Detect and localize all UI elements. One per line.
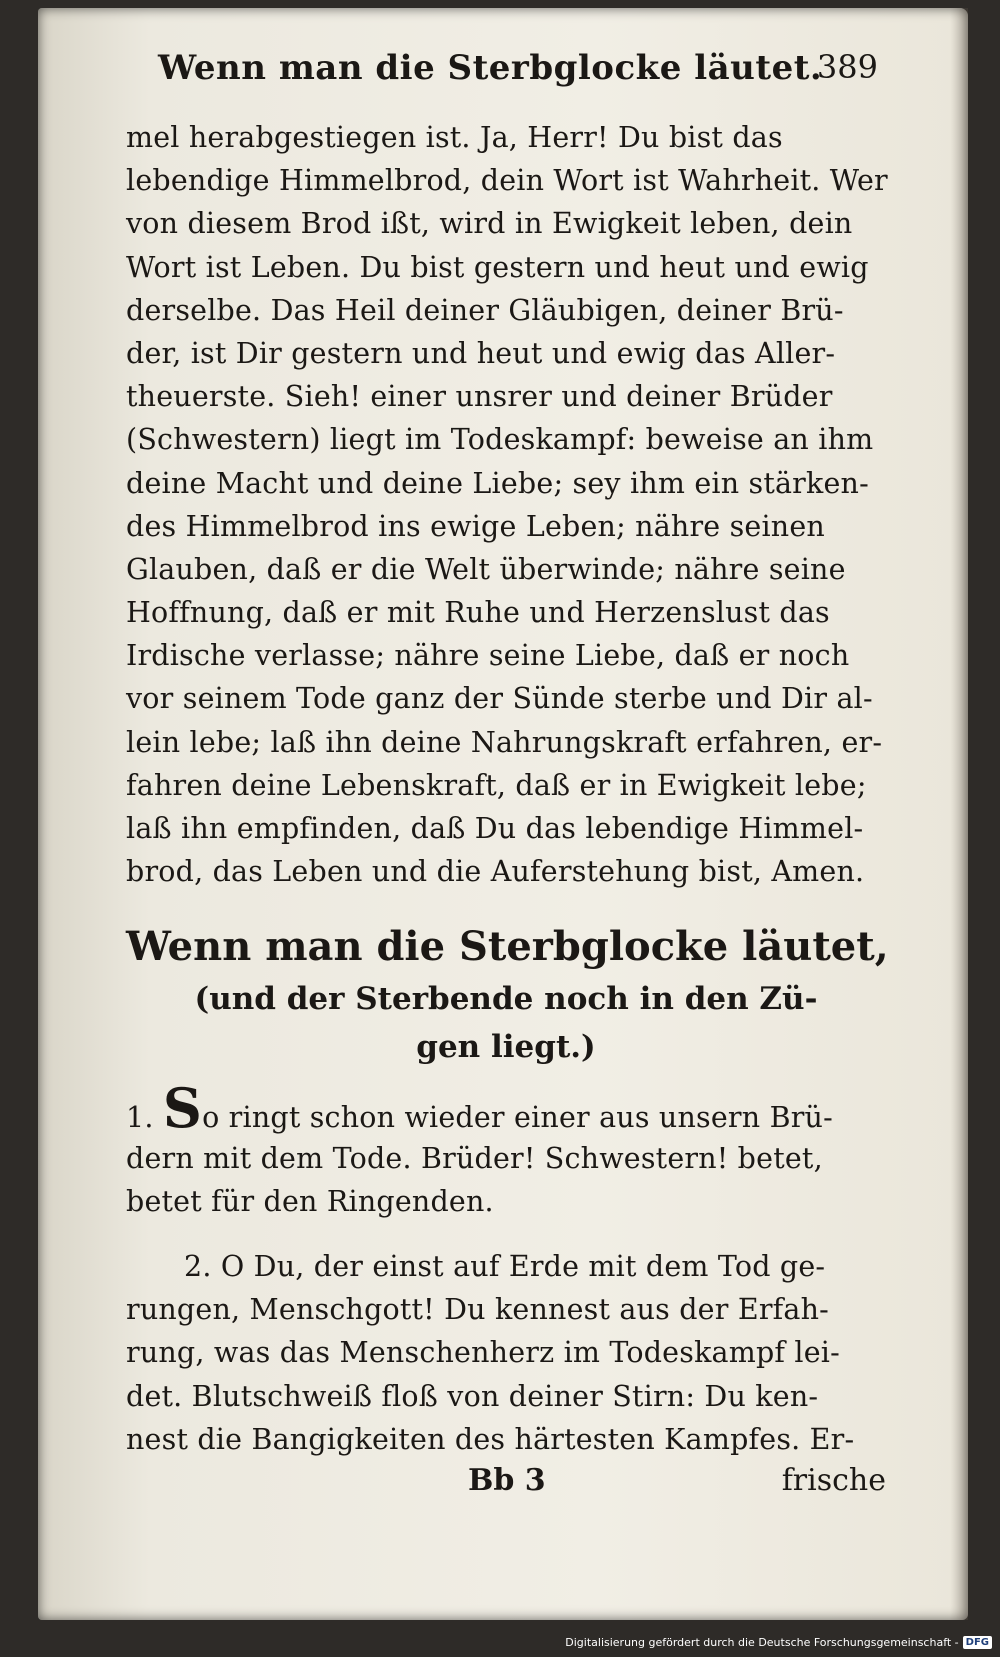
- text-line: nest die Bangigkeiten des härtesten Kampfes. Er-: [126, 1422, 855, 1456]
- text-line: des Himmelbrod ins ewige Leben; nähre seinen: [126, 509, 825, 543]
- text-line: der, ist Dir gestern und heut und ewig das Aller-: [126, 336, 836, 370]
- dfg-logo: DFG: [963, 1636, 992, 1649]
- page-text: [126, 44, 889, 1511]
- text-line: rungen, Menschgott! Du kennest aus der Erfah-: [126, 1293, 829, 1327]
- stanza-2: [126, 1245, 886, 1461]
- text-line: Hoffnung, daß er mit Ruhe und Herzenslust das: [126, 596, 830, 630]
- stanza-1: [126, 1076, 886, 1223]
- stanza-number: 1.: [126, 1101, 154, 1135]
- running-head: Wenn man die Sterbglocke läutet.: [158, 48, 823, 88]
- text-line: det. Blutschweiß floß von deiner Stirn: Du ken-: [126, 1379, 819, 1413]
- text-line: lebendige Himmelbrod, dein Wort ist Wahrheit. Wer: [126, 164, 888, 198]
- stanza-line-rest: o ringt schon wieder einer aus unsern Brü-: [202, 1101, 833, 1135]
- text-line: Irdische verlasse; nähre seine Liebe, daß er noch: [126, 639, 850, 673]
- text-line: lein lebe; laß ihn deine Nahrungskraft erfahren, er-: [126, 725, 883, 759]
- text-line: von diesem Brod ißt, wird in Ewigkeit leben, dein: [126, 207, 853, 241]
- credit-text: Digitalisierung gefördert durch die Deutsche Forschungsgemeinschaft -: [565, 1635, 959, 1649]
- page-number: 389: [816, 48, 878, 86]
- text-line: theuerste. Sieh! einer unsrer und deiner Brüder: [126, 380, 833, 414]
- signature-mark: Bb 3: [468, 1462, 546, 1498]
- text-line: Wort ist Leben. Du bist gestern und heut und ewig: [126, 250, 869, 284]
- prayer-paragraph: [126, 116, 886, 893]
- text-line: (Schwestern) liegt im Todeskampf: beweise an ihm: [126, 423, 874, 457]
- section-subtitle-line-1: (und der Sterbende noch in den Zü-: [194, 981, 818, 1018]
- stanza-first-line: [126, 1076, 886, 1141]
- text-line: deine Macht und deine Liebe; sey ihm ein stärken-: [126, 466, 869, 500]
- section-subtitle-line-2: gen liegt.): [416, 1029, 596, 1066]
- page-footer: [126, 1463, 886, 1511]
- text-line: vor seinem Tode ganz der Sünde sterbe und Dir al-: [126, 682, 873, 716]
- text-line: laß ihn empfinden, daß Du das lebendige Himmel-: [126, 812, 864, 845]
- text-line: derselbe. Das Heil deiner Gläubigen, deiner Brü-: [126, 293, 844, 327]
- digitization-credit: [565, 1631, 992, 1653]
- text-line: Glauben, daß er die Welt überwinde; nähre seine: [126, 552, 846, 586]
- page-header: [126, 44, 886, 116]
- text-line: dern mit dem Tode. Brüder! Schwestern! betet,: [126, 1141, 823, 1175]
- section-title: Wenn man die Sterbglocke läutet,: [126, 923, 889, 971]
- catchword: frische: [781, 1462, 886, 1498]
- text-line: rung, was das Menschenherz im Todeskampf lei-: [126, 1336, 840, 1370]
- text-line: fahren deine Lebenskraft, daß er in Ewigkeit lebe;: [126, 768, 867, 802]
- text-line: betet für den Ringenden.: [126, 1184, 494, 1218]
- drop-cap: S: [162, 1076, 203, 1141]
- book-page: [38, 8, 968, 1620]
- text-line: 2. O Du, der einst auf Erde mit dem Tod ge-: [184, 1249, 826, 1283]
- text-line: mel herabgestiegen ist. Ja, Herr! Du bist das: [126, 121, 783, 154]
- text-line: brod, das Leben und die Auferstehung bist, Amen.: [126, 855, 865, 889]
